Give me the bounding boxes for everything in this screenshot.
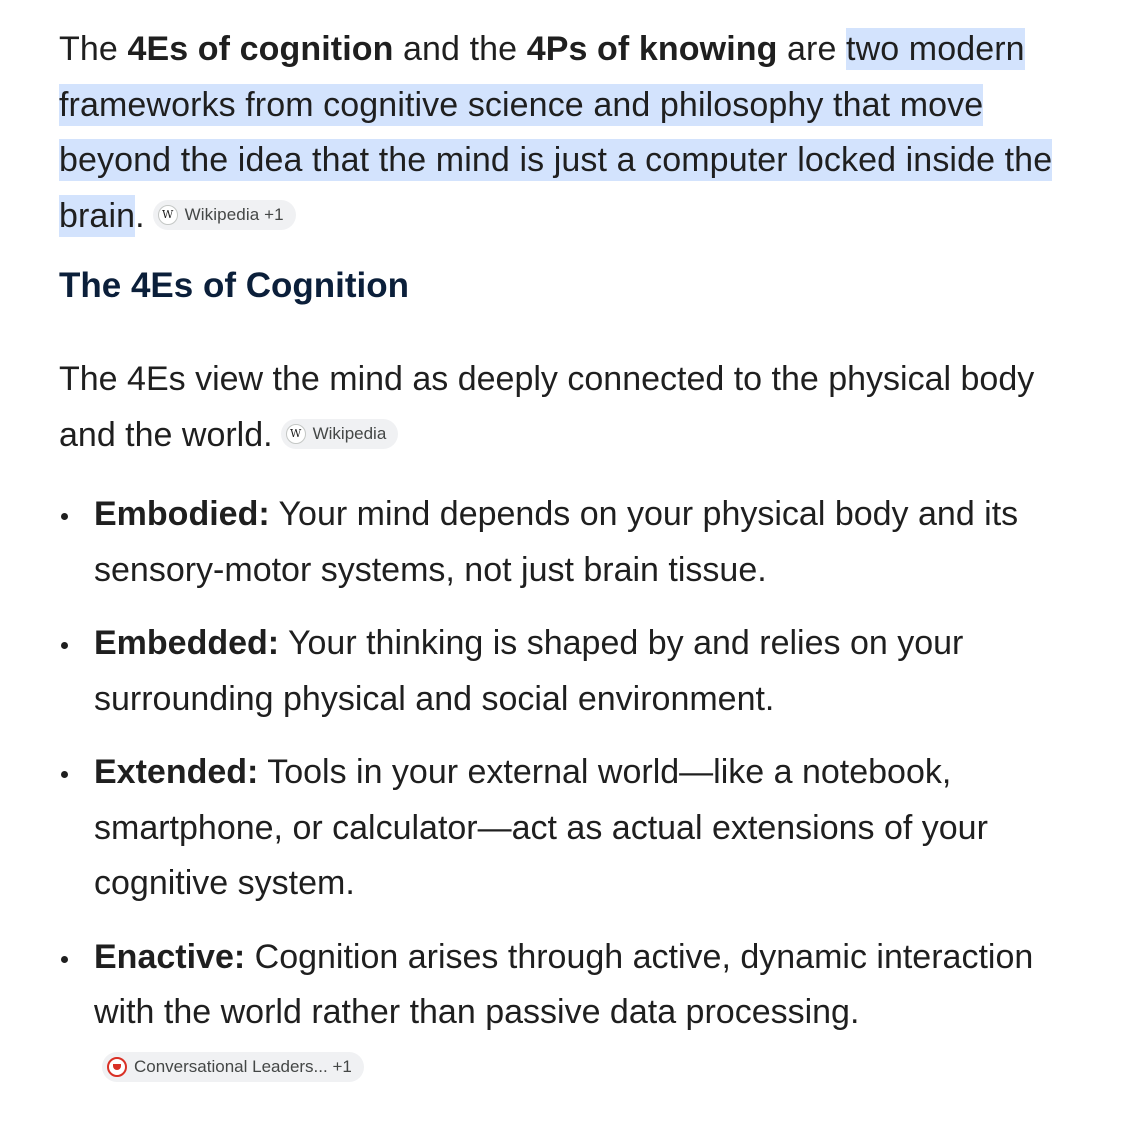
item-term: Enactive:	[94, 937, 246, 976]
bullet-list	[59, 487, 1069, 1114]
intro-period: .	[135, 196, 145, 235]
intro-text-the: The	[59, 30, 128, 68]
list-item	[59, 745, 1069, 912]
item-text: Tools in your external world—like a notebook, smartphone, or calculator—act as actual extensions of your cognitive system.	[94, 753, 988, 902]
citation-chip-wikipedia[interactable]	[281, 419, 399, 449]
list-item	[59, 487, 1069, 598]
term-4ps: 4Ps of knowing	[526, 30, 778, 68]
item-term: Extended:	[94, 753, 259, 791]
citation-chip-conversational-leaders[interactable]	[102, 1052, 364, 1082]
highlighted-text[interactable]: two modern frameworks from cognitive science and philosophy that move beyond the idea that the mind is just a computer locked inside the brain	[59, 30, 1053, 235]
list-item	[59, 616, 1069, 727]
section-description	[59, 351, 1069, 463]
citation-label: Wikipedia +1	[184, 204, 284, 224]
wikipedia-icon: W	[286, 424, 306, 444]
intro-text-are: are	[777, 30, 847, 68]
conversational-leaders-icon	[107, 1057, 127, 1077]
section-heading: The 4Es of Cognition	[59, 266, 409, 305]
term-4es: 4Es of cognition	[127, 30, 394, 68]
section-container	[59, 0, 1069, 1125]
list-item	[59, 930, 1069, 1097]
item-term: Embedded:	[94, 624, 280, 662]
wikipedia-icon: W	[158, 205, 178, 225]
item-text: Your thinking is shaped by and relies on your surrounding physical and social environment.	[94, 624, 964, 718]
citation-label: Conversational Leaders... +1	[134, 1056, 352, 1076]
intro-text-and-the: and the	[393, 30, 527, 68]
citation-label: Wikipedia	[312, 424, 387, 444]
item-text: Your mind depends on your physical body and its sensory-motor systems, not just brain tissue.	[94, 495, 1019, 589]
item-text: Cognition arises through active, dynamic interaction with the world rather than passive data processing.	[94, 937, 1034, 1031]
description-text: The 4Es view the mind as deeply connected to the physical body and the world.	[59, 360, 1035, 454]
item-term: Embodied:	[94, 495, 270, 533]
